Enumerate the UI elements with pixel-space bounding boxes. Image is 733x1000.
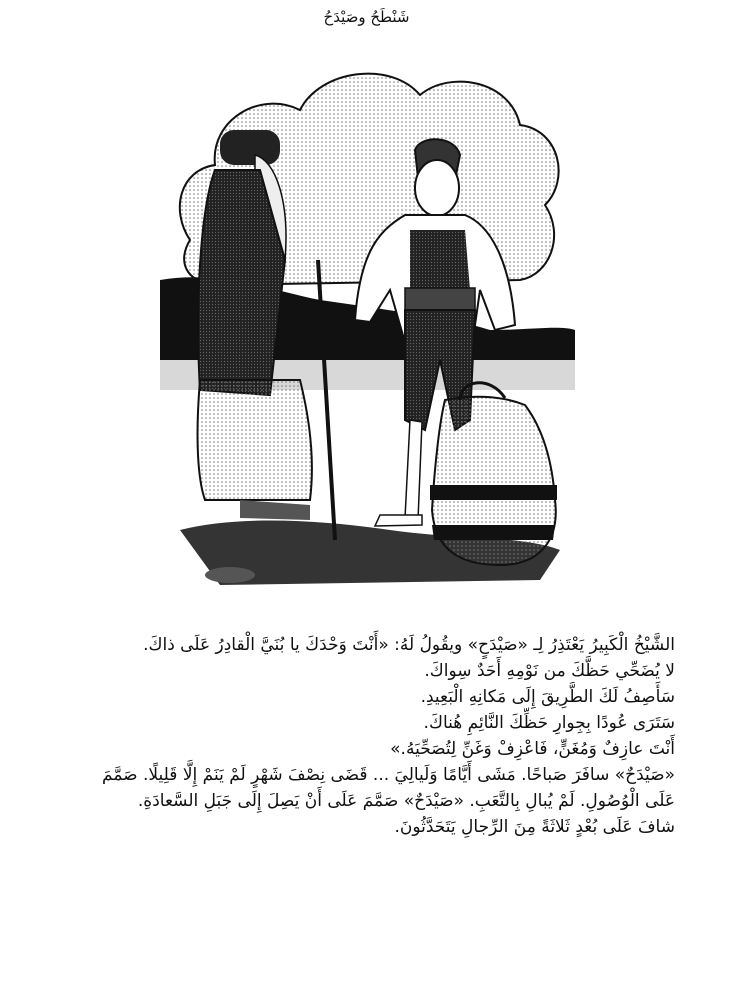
story-text (45, 632, 675, 840)
page-header-title: شَنْطَحُ وصَيْدَحُ (323, 8, 410, 26)
story-line: لا يُضَحِّي حَظَّكَ من نَوْمِهِ أَحَدٌ سِواكَ. (424, 661, 675, 681)
story-line: سَتَرَى عُودًا بِجِوارِ حَظِّكَ النَّائِمِ هُناكَ. (423, 713, 675, 733)
story-line: الشَّيْخُ الْكَبِيرُ يَعْتَذِرُ لِـ «صَيْدَحٍ» ويقُولُ لَهُ: «أَنْتَ وَحْدَكَ يا بُنَيَّ الْقادِرُ عَلَى ذاكَ. (143, 635, 675, 655)
story-line: «صَيْدَحٌ» سافَرَ صَباحًا. مَشَى أَيَّامًا وَلَيالِيَ ... قَضَى نِصْفَ شَهْرٍ لَمْ يَنَمْ إِلَّا قَلِيلًا. صَمَّمَ (102, 765, 675, 785)
story-illustration (160, 60, 575, 590)
story-line: أَنْتَ عازِفٌ وَمُغَنٍّ، فَاعْزِفْ وَغَنِّ لِتُصَحِّيَهُ.» (390, 739, 675, 759)
story-line: عَلَى الْوُصُولِ. لَمْ يُبالِ بِالتَّعَبِ. «صَيْدَحٌ» صَمَّمَ عَلَى أَنْ يَصِلَ إِلَى جَبَلِ السَّعادَةِ. (137, 791, 675, 811)
sack (430, 383, 557, 565)
story-line: شافَ عَلَى بُعْدٍ ثَلاثَةً مِنَ الرِّجالِ يَتَحَدَّثُونَ. (394, 817, 675, 837)
story-line: سَأَصِفُ لَكَ الطَّرِيقَ إِلَى مَكانِهِ الْبَعِيدِ. (420, 687, 675, 707)
